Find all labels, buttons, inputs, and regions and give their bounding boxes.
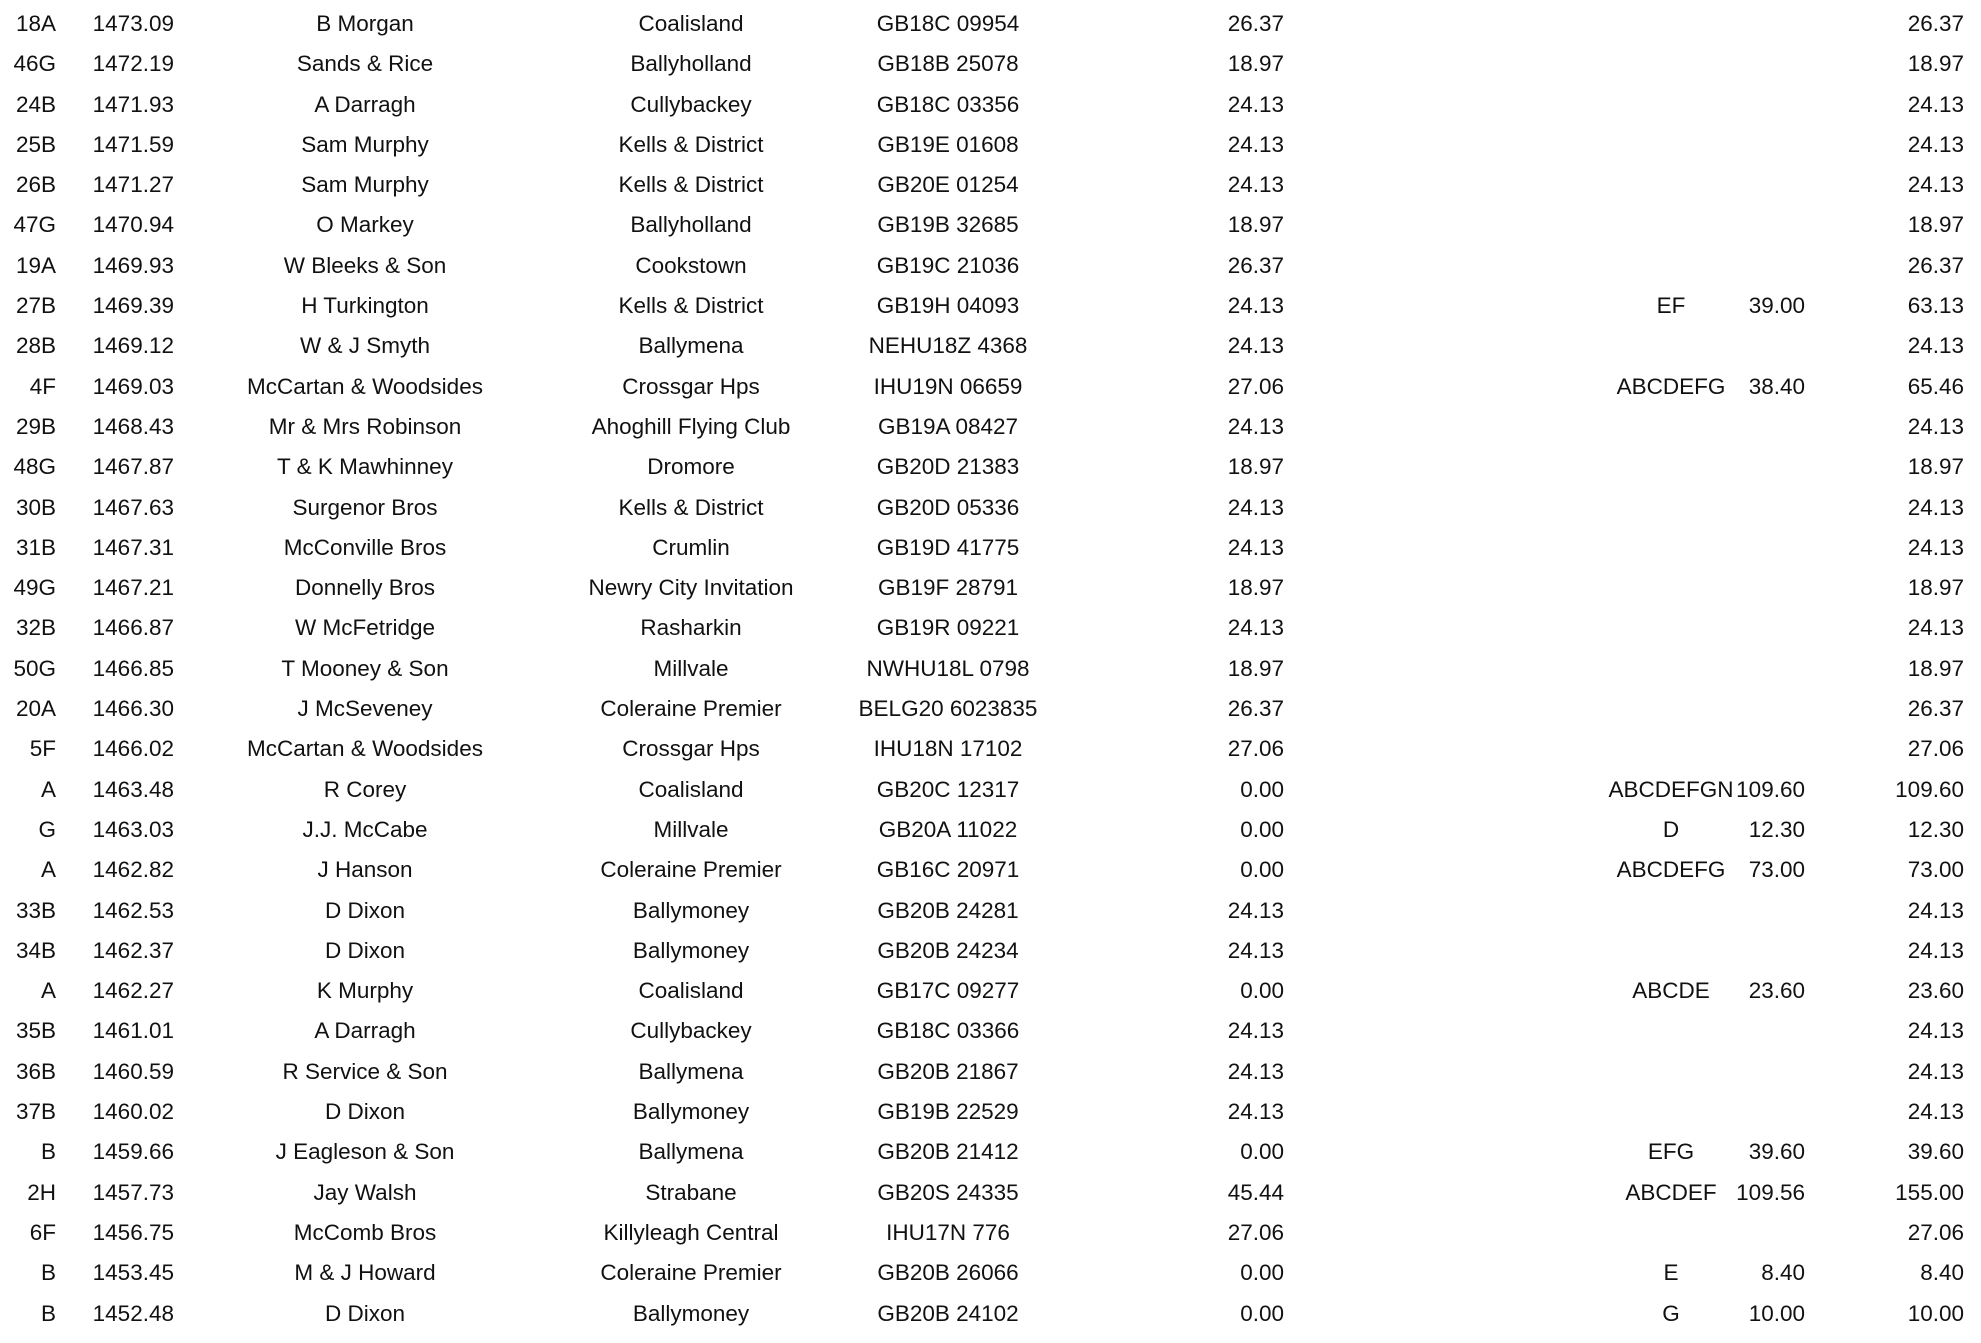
table-row: [0, 810, 1981, 850]
prize-cell: 27.06: [1227, 736, 1284, 762]
table-row: [0, 125, 1981, 165]
total-cell: 24.13: [1907, 1018, 1964, 1044]
total-cell: 63.13: [1907, 293, 1964, 319]
prize-cell: 24.13: [1227, 897, 1284, 923]
club-cell: Coalisland: [638, 776, 744, 802]
velocity-cell: 1461.01: [92, 1018, 174, 1044]
pool-amount-cell: 39.60: [1748, 1139, 1805, 1165]
table-row: [0, 1011, 1981, 1051]
club-cell: Millvale: [653, 655, 729, 681]
total-cell: 18.97: [1907, 51, 1964, 77]
table-row: [0, 608, 1981, 648]
table-row: [0, 165, 1981, 205]
name-cell: J Hanson: [317, 857, 413, 883]
position-cell: 29B: [15, 413, 56, 439]
velocity-cell: 1467.63: [92, 494, 174, 520]
ring-number-cell: GB19B 32685: [877, 212, 1019, 238]
prize-cell: 0.00: [1240, 978, 1284, 1004]
total-cell: 10.00: [1907, 1300, 1964, 1326]
ring-number-cell: BELG20 6023835: [858, 696, 1038, 722]
total-cell: 24.13: [1907, 897, 1964, 923]
results-table: [0, 4, 1981, 1334]
prize-cell: 24.13: [1227, 615, 1284, 641]
ring-number-cell: GB19D 41775: [876, 534, 1020, 560]
ring-number-cell: GB19R 09221: [876, 615, 1020, 641]
velocity-cell: 1453.45: [92, 1260, 174, 1286]
position-cell: 32B: [15, 615, 56, 641]
prize-cell: 24.13: [1227, 91, 1284, 117]
pool-amount-cell: 109.56: [1736, 1179, 1805, 1205]
total-cell: 18.97: [1907, 212, 1964, 238]
club-cell: Kells & District: [618, 131, 764, 157]
pools-cell: G: [1662, 1300, 1680, 1326]
table-row: [0, 1253, 1981, 1293]
ring-number-cell: GB18C 09954: [876, 11, 1020, 36]
name-cell: D Dixon: [324, 937, 406, 963]
club-cell: Coleraine Premier: [600, 696, 782, 722]
table-row: [0, 1213, 1981, 1253]
ring-number-cell: GB19H 04093: [876, 293, 1020, 319]
ring-number-cell: GB18C 03366: [876, 1018, 1020, 1044]
table-row: [0, 488, 1981, 528]
velocity-cell: 1467.31: [92, 534, 174, 560]
prize-cell: 24.13: [1227, 1018, 1284, 1044]
prize-cell: 24.13: [1227, 131, 1284, 157]
name-cell: D Dixon: [324, 897, 406, 923]
pool-amount-cell: 23.60: [1748, 978, 1805, 1004]
table-row: [0, 4, 1981, 44]
velocity-cell: 1462.82: [92, 857, 174, 883]
velocity-cell: 1468.43: [92, 413, 174, 439]
prize-cell: 24.13: [1227, 534, 1284, 560]
prize-cell: 24.13: [1227, 293, 1284, 319]
prize-cell: 18.97: [1227, 212, 1284, 238]
prize-cell: 27.06: [1227, 373, 1284, 399]
name-cell: H Turkington: [301, 293, 429, 319]
total-cell: 24.13: [1907, 937, 1964, 963]
ring-number-cell: GB20B 24234: [877, 937, 1019, 963]
ring-number-cell: GB19F 28791: [877, 575, 1019, 601]
prize-cell: 26.37: [1227, 696, 1284, 722]
table-row: [0, 568, 1981, 608]
table-row: [0, 1132, 1981, 1172]
velocity-cell: 1457.73: [92, 1179, 174, 1205]
ring-number-cell: GB19C 21036: [876, 252, 1020, 278]
name-cell: J.J. McCabe: [302, 816, 428, 842]
ring-number-cell: IHU19N 06659: [873, 373, 1023, 399]
name-cell: McCartan & Woodsides: [247, 736, 483, 762]
club-cell: Strabane: [645, 1179, 737, 1205]
ring-number-cell: GB18C 03356: [876, 91, 1020, 117]
table-row: [0, 286, 1981, 326]
club-cell: Ballyholland: [630, 51, 752, 77]
prize-cell: 24.13: [1227, 1058, 1284, 1084]
ring-number-cell: GB20B 26066: [877, 1260, 1019, 1286]
velocity-cell: 1472.19: [92, 51, 174, 77]
pools-cell: EFG: [1647, 1139, 1695, 1165]
club-cell: Ballyholland: [630, 212, 752, 238]
pools-cell: E: [1663, 1260, 1679, 1286]
pools-cell: EF: [1656, 293, 1686, 319]
club-cell: Ahoghill Flying Club: [591, 413, 791, 439]
club-cell: Crossgar Hps: [622, 736, 760, 762]
name-cell: Mr & Mrs Robinson: [268, 413, 462, 439]
pool-amount-cell: 10.00: [1748, 1300, 1805, 1326]
position-cell: 35B: [15, 1018, 56, 1044]
total-cell: 24.13: [1907, 534, 1964, 560]
prize-cell: 18.97: [1227, 655, 1284, 681]
name-cell: McCartan & Woodsides: [247, 373, 483, 399]
prize-cell: 24.13: [1227, 333, 1284, 359]
prize-cell: 0.00: [1240, 816, 1284, 842]
club-cell: Crossgar Hps: [622, 373, 760, 399]
pools-cell: ABCDEFGN: [1608, 776, 1734, 802]
name-cell: T Mooney & Son: [281, 655, 449, 681]
table-row: [0, 770, 1981, 810]
velocity-cell: 1460.59: [92, 1058, 174, 1084]
total-cell: 27.06: [1907, 736, 1964, 762]
velocity-cell: 1452.48: [92, 1300, 174, 1326]
ring-number-cell: NWHU18L 0798: [866, 655, 1030, 681]
club-cell: Millvale: [653, 816, 729, 842]
club-cell: Cullybackey: [630, 91, 752, 117]
table-row: [0, 931, 1981, 971]
prize-cell: 27.06: [1227, 1219, 1284, 1245]
table-row: [0, 407, 1981, 447]
ring-number-cell: GB19B 22529: [877, 1099, 1019, 1125]
ring-number-cell: GB20D 05336: [876, 494, 1020, 520]
name-cell: J Eagleson & Son: [275, 1139, 455, 1165]
club-cell: Cookstown: [635, 252, 747, 278]
total-cell: 24.13: [1907, 333, 1964, 359]
pool-amount-cell: 73.00: [1748, 857, 1805, 883]
velocity-cell: 1469.03: [92, 373, 174, 399]
position-cell: 34B: [15, 937, 56, 963]
position-cell: 36B: [15, 1058, 56, 1084]
name-cell: Sam Murphy: [301, 172, 429, 198]
ring-number-cell: GB20C 12317: [876, 776, 1020, 802]
table-row: [0, 246, 1981, 286]
position-cell: 31B: [15, 534, 56, 560]
name-cell: A Darragh: [314, 91, 416, 117]
club-cell: Cullybackey: [630, 1018, 752, 1044]
position-cell: 4F: [29, 373, 56, 399]
name-cell: O Markey: [316, 212, 414, 238]
velocity-cell: 1469.12: [92, 333, 174, 359]
table-row: [0, 85, 1981, 125]
ring-number-cell: GB20A 11022: [878, 816, 1018, 842]
prize-cell: 18.97: [1227, 575, 1284, 601]
position-cell: B: [40, 1300, 56, 1326]
prize-cell: 0.00: [1240, 776, 1284, 802]
name-cell: J McSeveney: [297, 696, 433, 722]
table-row: [0, 1173, 1981, 1213]
velocity-cell: 1467.87: [92, 454, 174, 480]
table-row: [0, 1052, 1981, 1092]
total-cell: 12.30: [1907, 816, 1964, 842]
velocity-cell: 1459.66: [92, 1139, 174, 1165]
velocity-cell: 1463.48: [92, 776, 174, 802]
club-cell: Ballymena: [638, 1139, 744, 1165]
name-cell: D Dixon: [324, 1099, 406, 1125]
total-cell: 24.13: [1907, 1099, 1964, 1125]
velocity-cell: 1466.87: [92, 615, 174, 641]
total-cell: 26.37: [1907, 696, 1964, 722]
prize-cell: 26.37: [1227, 252, 1284, 278]
club-cell: Ballymoney: [632, 1300, 750, 1326]
ring-number-cell: GB20S 24335: [877, 1179, 1019, 1205]
prize-cell: 45.44: [1227, 1179, 1284, 1205]
name-cell: R Service & Son: [282, 1058, 448, 1084]
ring-number-cell: GB20D 21383: [876, 454, 1020, 480]
table-row: [0, 447, 1981, 487]
ring-number-cell: GB20B 21412: [877, 1139, 1019, 1165]
total-cell: 18.97: [1907, 454, 1964, 480]
name-cell: M & J Howard: [294, 1260, 436, 1286]
table-row: [0, 367, 1981, 407]
name-cell: R Corey: [323, 776, 407, 802]
total-cell: 23.60: [1907, 978, 1964, 1004]
club-cell: Coalisland: [638, 11, 744, 36]
table-row: [0, 971, 1981, 1011]
total-cell: 24.13: [1907, 494, 1964, 520]
name-cell: Surgenor Bros: [292, 494, 438, 520]
total-cell: 65.46: [1907, 373, 1964, 399]
table-row: [0, 850, 1981, 890]
name-cell: W & J Smyth: [299, 333, 430, 359]
velocity-cell: 1466.02: [92, 736, 174, 762]
name-cell: McConville Bros: [283, 534, 447, 560]
velocity-cell: 1460.02: [92, 1099, 174, 1125]
prize-cell: 24.13: [1227, 413, 1284, 439]
pool-amount-cell: 38.40: [1748, 373, 1805, 399]
name-cell: Jay Walsh: [313, 1179, 417, 1205]
velocity-cell: 1467.21: [92, 575, 174, 601]
total-cell: 109.60: [1895, 776, 1964, 802]
name-cell: W McFetridge: [294, 615, 436, 641]
name-cell: D Dixon: [324, 1300, 406, 1326]
pools-cell: D: [1662, 816, 1680, 842]
velocity-cell: 1471.27: [92, 172, 174, 198]
position-cell: 26B: [15, 172, 56, 198]
club-cell: Kells & District: [618, 172, 764, 198]
total-cell: 26.37: [1907, 11, 1964, 36]
position-cell: 49G: [13, 575, 56, 601]
table-row: [0, 326, 1981, 366]
pool-amount-cell: 12.30: [1748, 816, 1805, 842]
club-cell: Kells & District: [618, 494, 764, 520]
name-cell: K Murphy: [316, 978, 414, 1004]
velocity-cell: 1462.27: [92, 978, 174, 1004]
total-cell: 24.13: [1907, 1058, 1964, 1084]
ring-number-cell: GB20B 21867: [877, 1058, 1019, 1084]
prize-cell: 0.00: [1240, 1260, 1284, 1286]
total-cell: 27.06: [1907, 1219, 1964, 1245]
velocity-cell: 1456.75: [92, 1219, 174, 1245]
club-cell: Coleraine Premier: [600, 1260, 782, 1286]
position-cell: G: [38, 816, 56, 842]
position-cell: 28B: [15, 333, 56, 359]
velocity-cell: 1466.30: [92, 696, 174, 722]
club-cell: Coalisland: [638, 978, 744, 1004]
table-row: [0, 689, 1981, 729]
club-cell: Ballymena: [638, 1058, 744, 1084]
club-cell: Ballymoney: [632, 1099, 750, 1125]
ring-number-cell: IHU18N 17102: [873, 736, 1023, 762]
position-cell: A: [40, 776, 56, 802]
table-row: [0, 891, 1981, 931]
ring-number-cell: GB17C 09277: [876, 978, 1020, 1004]
club-cell: Ballymoney: [632, 897, 750, 923]
position-cell: 47G: [13, 212, 56, 238]
prize-cell: 0.00: [1240, 1139, 1284, 1165]
velocity-cell: 1473.09: [92, 11, 174, 36]
club-cell: Coleraine Premier: [600, 857, 782, 883]
position-cell: 50G: [13, 655, 56, 681]
prize-cell: 18.97: [1227, 454, 1284, 480]
pool-amount-cell: 8.40: [1761, 1260, 1805, 1286]
name-cell: T & K Mawhinney: [277, 454, 453, 480]
club-cell: Newry City Invitation: [588, 575, 794, 601]
total-cell: 24.13: [1907, 615, 1964, 641]
position-cell: 46G: [13, 51, 56, 77]
prize-cell: 26.37: [1227, 11, 1284, 36]
total-cell: 26.37: [1907, 252, 1964, 278]
ring-number-cell: GB19A 08427: [877, 413, 1019, 439]
velocity-cell: 1462.37: [92, 937, 174, 963]
pools-cell: ABCDE: [1632, 978, 1710, 1004]
velocity-cell: 1462.53: [92, 897, 174, 923]
total-cell: 73.00: [1907, 857, 1964, 883]
position-cell: 25B: [15, 131, 56, 157]
prize-cell: 0.00: [1240, 857, 1284, 883]
name-cell: A Darragh: [314, 1018, 416, 1044]
name-cell: McComb Bros: [293, 1219, 437, 1245]
club-cell: Kells & District: [618, 293, 764, 319]
prize-cell: 0.00: [1240, 1300, 1284, 1326]
club-cell: Crumlin: [652, 534, 730, 560]
position-cell: 20A: [15, 696, 56, 722]
pool-amount-cell: 39.00: [1748, 293, 1805, 319]
position-cell: 2H: [27, 1179, 56, 1205]
name-cell: Donnelly Bros: [294, 575, 436, 601]
prize-cell: 18.97: [1227, 51, 1284, 77]
position-cell: 33B: [15, 897, 56, 923]
position-cell: 48G: [13, 454, 56, 480]
position-cell: 24B: [15, 91, 56, 117]
total-cell: 8.40: [1920, 1260, 1964, 1286]
prize-cell: 24.13: [1227, 1099, 1284, 1125]
velocity-cell: 1469.93: [92, 252, 174, 278]
table-row: [0, 1294, 1981, 1334]
position-cell: 18A: [15, 11, 56, 36]
ring-number-cell: GB20B 24102: [877, 1300, 1019, 1326]
name-cell: Sam Murphy: [301, 131, 429, 157]
total-cell: 18.97: [1907, 575, 1964, 601]
ring-number-cell: GB20E 01254: [877, 172, 1019, 198]
velocity-cell: 1471.93: [92, 91, 174, 117]
ring-number-cell: GB16C 20971: [876, 857, 1020, 883]
table-row: [0, 729, 1981, 769]
club-cell: Rasharkin: [640, 615, 742, 641]
total-cell: 24.13: [1907, 91, 1964, 117]
club-cell: Ballymena: [638, 333, 744, 359]
total-cell: 155.00: [1895, 1179, 1964, 1205]
position-cell: A: [40, 978, 56, 1004]
position-cell: 37B: [15, 1099, 56, 1125]
club-cell: Killyleagh Central: [603, 1219, 779, 1245]
velocity-cell: 1469.39: [92, 293, 174, 319]
ring-number-cell: GB20B 24281: [877, 897, 1019, 923]
position-cell: 6F: [29, 1219, 56, 1245]
ring-number-cell: IHU17N 776: [886, 1219, 1010, 1245]
total-cell: 24.13: [1907, 172, 1964, 198]
velocity-cell: 1471.59: [92, 131, 174, 157]
velocity-cell: 1463.03: [92, 816, 174, 842]
pools-cell: ABCDEFG: [1616, 373, 1726, 399]
ring-number-cell: NEHU18Z 4368: [868, 333, 1028, 359]
ring-number-cell: GB19E 01608: [877, 131, 1019, 157]
name-cell: B Morgan: [316, 11, 414, 36]
position-cell: 19A: [15, 252, 56, 278]
club-cell: Dromore: [647, 454, 735, 480]
position-cell: A: [40, 857, 56, 883]
total-cell: 39.60: [1907, 1139, 1964, 1165]
pools-cell: ABCDEF: [1625, 1179, 1717, 1205]
position-cell: 5F: [29, 736, 56, 762]
table-row: [0, 44, 1981, 84]
position-cell: 30B: [15, 494, 56, 520]
ring-number-cell: GB18B 25078: [877, 51, 1019, 77]
pool-amount-cell: 109.60: [1736, 776, 1805, 802]
table-row: [0, 649, 1981, 689]
position-cell: B: [40, 1260, 56, 1286]
velocity-cell: 1470.94: [92, 212, 174, 238]
prize-cell: 24.13: [1227, 172, 1284, 198]
position-cell: B: [40, 1139, 56, 1165]
pools-cell: ABCDEFG: [1616, 857, 1726, 883]
table-row: [0, 528, 1981, 568]
club-cell: Ballymoney: [632, 937, 750, 963]
total-cell: 24.13: [1907, 131, 1964, 157]
total-cell: 24.13: [1907, 413, 1964, 439]
name-cell: W Bleeks & Son: [283, 252, 447, 278]
total-cell: 18.97: [1907, 655, 1964, 681]
prize-cell: 24.13: [1227, 937, 1284, 963]
table-row: [0, 205, 1981, 245]
position-cell: 27B: [15, 293, 56, 319]
velocity-cell: 1466.85: [92, 655, 174, 681]
table-row: [0, 1092, 1981, 1132]
prize-cell: 24.13: [1227, 494, 1284, 520]
name-cell: Sands & Rice: [296, 51, 434, 77]
